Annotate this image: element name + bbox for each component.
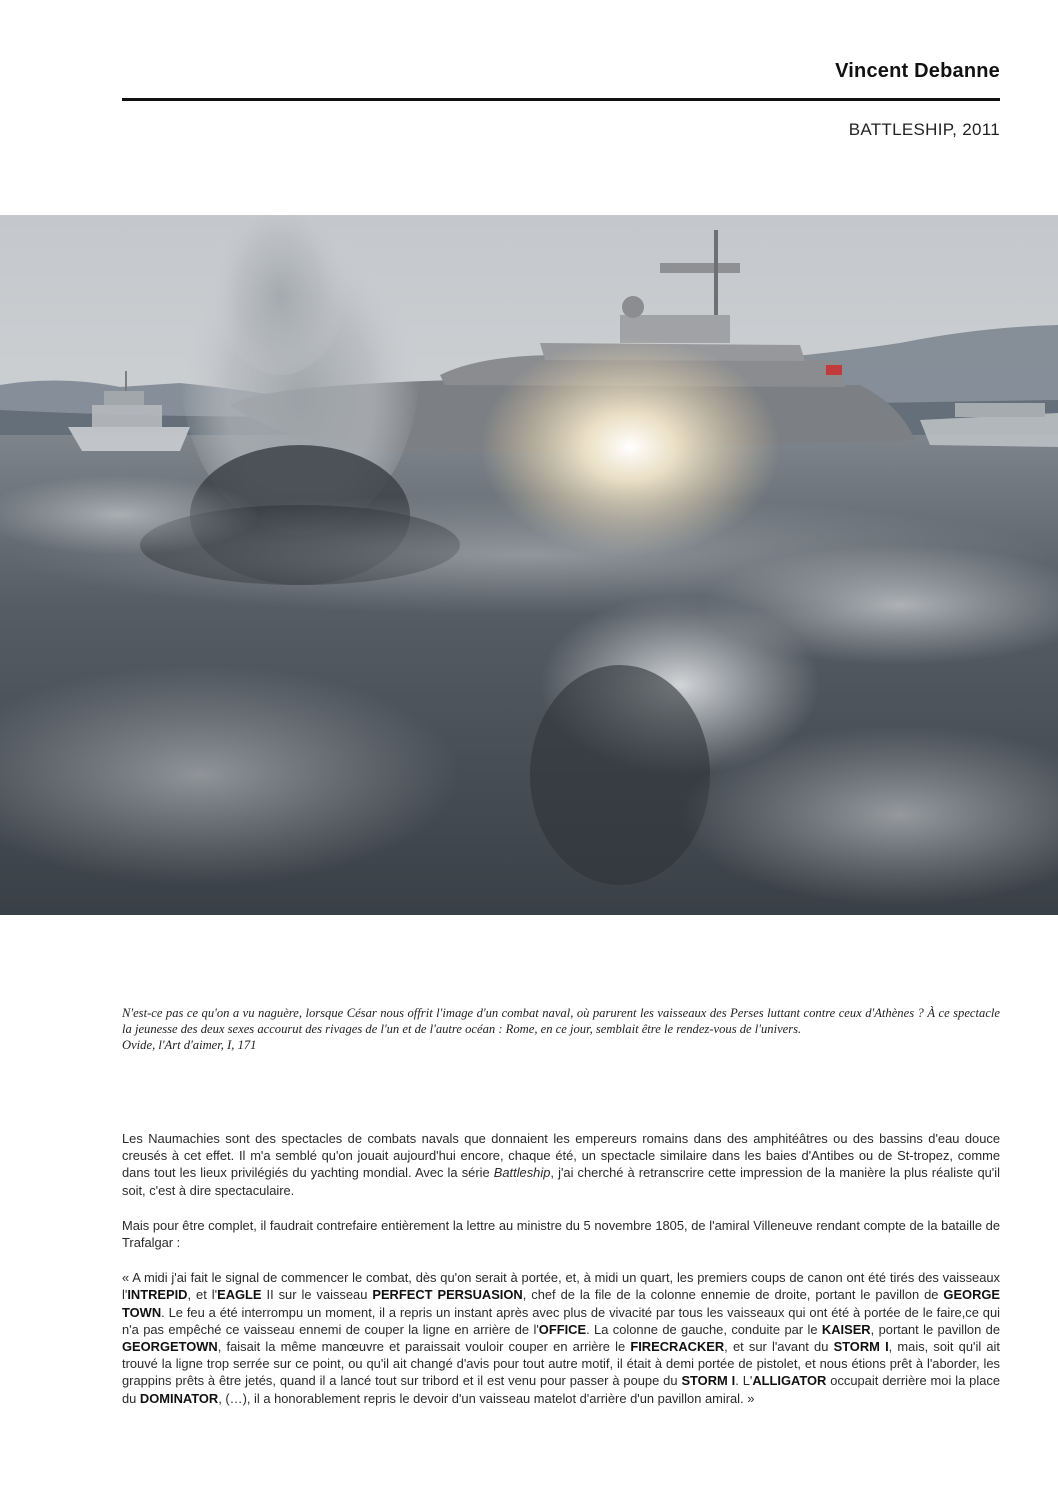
ship-name: PERFECT PERSUASION [372, 1287, 523, 1303]
ship-name: GEORGE TOWN [122, 1287, 1001, 1320]
epigraph-text: N'est-ce pas ce qu'on a vu naguère, lorsque César nous offrit l'image d'un combat naval, où parurent les vaisseaux des Perses luttant contre ceux d'Athènes ? À ce spectacle la jeunesse des deux sexes accourut des rivages de l'un et de l'autre océan : Rome, en ce jour, semblait être le rendez-vous de l'univers. [122, 1006, 1000, 1036]
ship-name: STORM I [833, 1339, 889, 1355]
paragraph-naumachies: Les Naumachies sont des spectacles de combats navals que donnaient les empereurs romains dans des amphitéâtres ou des bassins d'eau douce creusés à cet effet. Il m'a semblé qu'on jouait aujourd'hui encore, chaque été, un spectacle similaire dans les baies d'Antibes ou de St-tropez, comme dans tout les lieux privilégiés du yachting mondial. Avec la série Battleship, j'ai cherché à retranscrire cette impression de la manière la plus réaliste qu'il soit, c'est à dire spectaculaire. [122, 1131, 1000, 1198]
paragraph-letter: « A midi j'ai fait le signal de commencer le combat, dès qu'on serait à portée, et, à midi un quart, les premiers coups de canon ont été tirés des vaisseaux l'INTREPID, et l'EAGLE II sur le vaisseau PERFECT PERSUASION, chef de la file de la colonne ennemie de droite, portant le pavillon de GEORGE TOWN. Le feu a été interrompu un moment, il a repris un instant après avec plus de vivacité par tous les vaisseaux qui ont été à portée de le faire,ce qui n'a pas empêché ce vaisseau ennemi de couper la ligne en arrière de l'OFFICE. La colonne de gauche, conduite par le KAISER, portant le pavillon de GEORGETOWN, faisait la même manœuvre et paraissait vouloir couper en arrière le FIRECRACKER, et sur l'avant du STORM I, mais, soit qu'il ait trouvé la ligne trop serrée sur ce point, ou qu'il ait changé d'avis pour tout autre motif, il était à demi portée de pistolet, et nous étions prêt à l'aborder, les grappins prêts à être jetés, quand il a lancé tout sur tribord et il est venu pour passer à poupe du STORM I. L'ALLIGATOR occupait derrière moi la place du DOMINATOR, (…), il a honorablement repris le devoir d'un vaisseau matelot d'arrière d'un pavillon amiral. » [122, 1270, 1001, 1406]
epigraph-citation: Ovide, l'Art d'aimer, I, 171 [122, 1038, 257, 1052]
series-title: Battleship [493, 1165, 551, 1181]
paragraph-trafalgar: Mais pour être complet, il faudrait contrefaire entièrement la lettre au ministre du 5 novembre 1805, de l'amiral Villeneuve rendant compte de la bataille de Trafalgar : [122, 1217, 1000, 1251]
body-text [122, 1130, 1000, 1425]
header-rule [122, 98, 1000, 101]
ship-name: ALLIGATOR [752, 1373, 827, 1389]
ship-name: INTREPID [127, 1287, 188, 1303]
epigraph [122, 1005, 1000, 1053]
ship-name: OFFICE [538, 1321, 587, 1337]
ship-name: DOMINATOR [139, 1390, 219, 1406]
artist-name: Vincent Debanne [835, 60, 1000, 82]
ship-name: GEORGETOWN [122, 1339, 218, 1355]
ship-name: KAISER [821, 1321, 871, 1337]
work-title: BATTLESHIP, 2011 [848, 120, 1000, 139]
ship-name: EAGLE [217, 1287, 262, 1303]
battleship-photo [0, 215, 1058, 915]
ship-name: STORM I [681, 1373, 736, 1389]
ship-name: FIRECRACKER [630, 1339, 725, 1355]
